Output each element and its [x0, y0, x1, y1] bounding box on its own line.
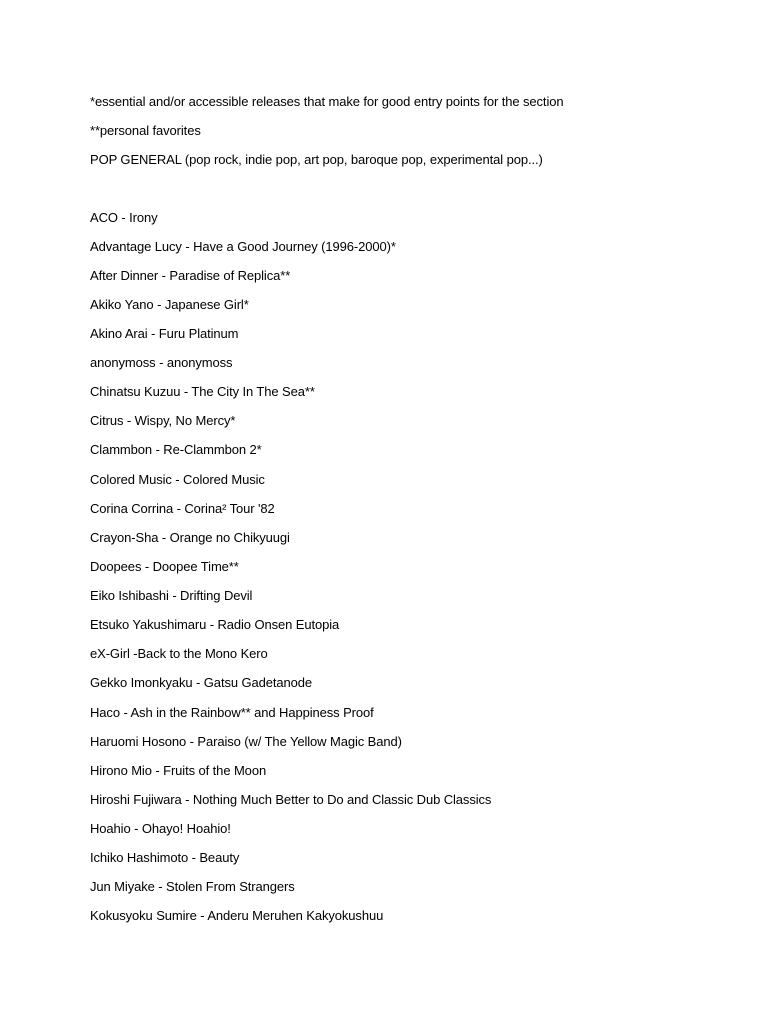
list-item: Crayon-Sha - Orange no Chikyuugi: [90, 530, 290, 545]
list-item: Haco - Ash in the Rainbow** and Happiness Proof: [90, 705, 374, 720]
note-essential: *essential and/or accessible releases that make for good entry points for the section: [90, 94, 564, 109]
list-item: anonymoss - anonymoss: [90, 355, 233, 370]
list-item: Ichiko Hashimoto - Beauty: [90, 850, 240, 865]
note-favorites: **personal favorites: [90, 123, 201, 138]
list-item: Citrus - Wispy, No Mercy*: [90, 413, 236, 428]
list-item: Corina Corrina - Corina² Tour '82: [90, 501, 275, 516]
list-item: Clammbon - Re-Clammbon 2*: [90, 442, 262, 457]
list-item: Etsuko Yakushimaru - Radio Onsen Eutopia: [90, 617, 340, 632]
list-item: Colored Music - Colored Music: [90, 472, 265, 487]
list-item: Haruomi Hosono - Paraiso (w/ The Yellow Magic Band): [90, 734, 402, 749]
list-item: Hiroshi Fujiwara - Nothing Much Better to Do and Classic Dub Classics: [90, 792, 492, 807]
list-item: eX-Girl -Back to the Mono Kero: [90, 646, 268, 661]
list-item: Akiko Yano - Japanese Girl*: [90, 297, 249, 312]
list-item: ACO - Irony: [90, 210, 158, 225]
list-item: Akino Arai - Furu Platinum: [90, 326, 239, 341]
list-item: Jun Miyake - Stolen From Strangers: [90, 879, 295, 894]
list-item: Gekko Imonkyaku - Gatsu Gadetanode: [90, 675, 313, 690]
list-item: Chinatsu Kuzuu - The City In The Sea**: [90, 384, 315, 399]
list-item: Hoahio - Ohayo! Hoahio!: [90, 821, 231, 836]
section-heading: POP GENERAL (pop rock, indie pop, art pop, baroque pop, experimental pop...): [90, 152, 543, 167]
list-item: Advantage Lucy - Have a Good Journey (1996-2000)*: [90, 239, 396, 254]
list-item: Eiko Ishibashi - Drifting Devil: [90, 588, 253, 603]
list-item: After Dinner - Paradise of Replica**: [90, 268, 291, 283]
list-item: Hirono Mio - Fruits of the Moon: [90, 763, 267, 778]
list-item: Kokusyoku Sumire - Anderu Meruhen Kakyokushuu: [90, 908, 384, 923]
list-item: Doopees - Doopee Time**: [90, 559, 239, 574]
